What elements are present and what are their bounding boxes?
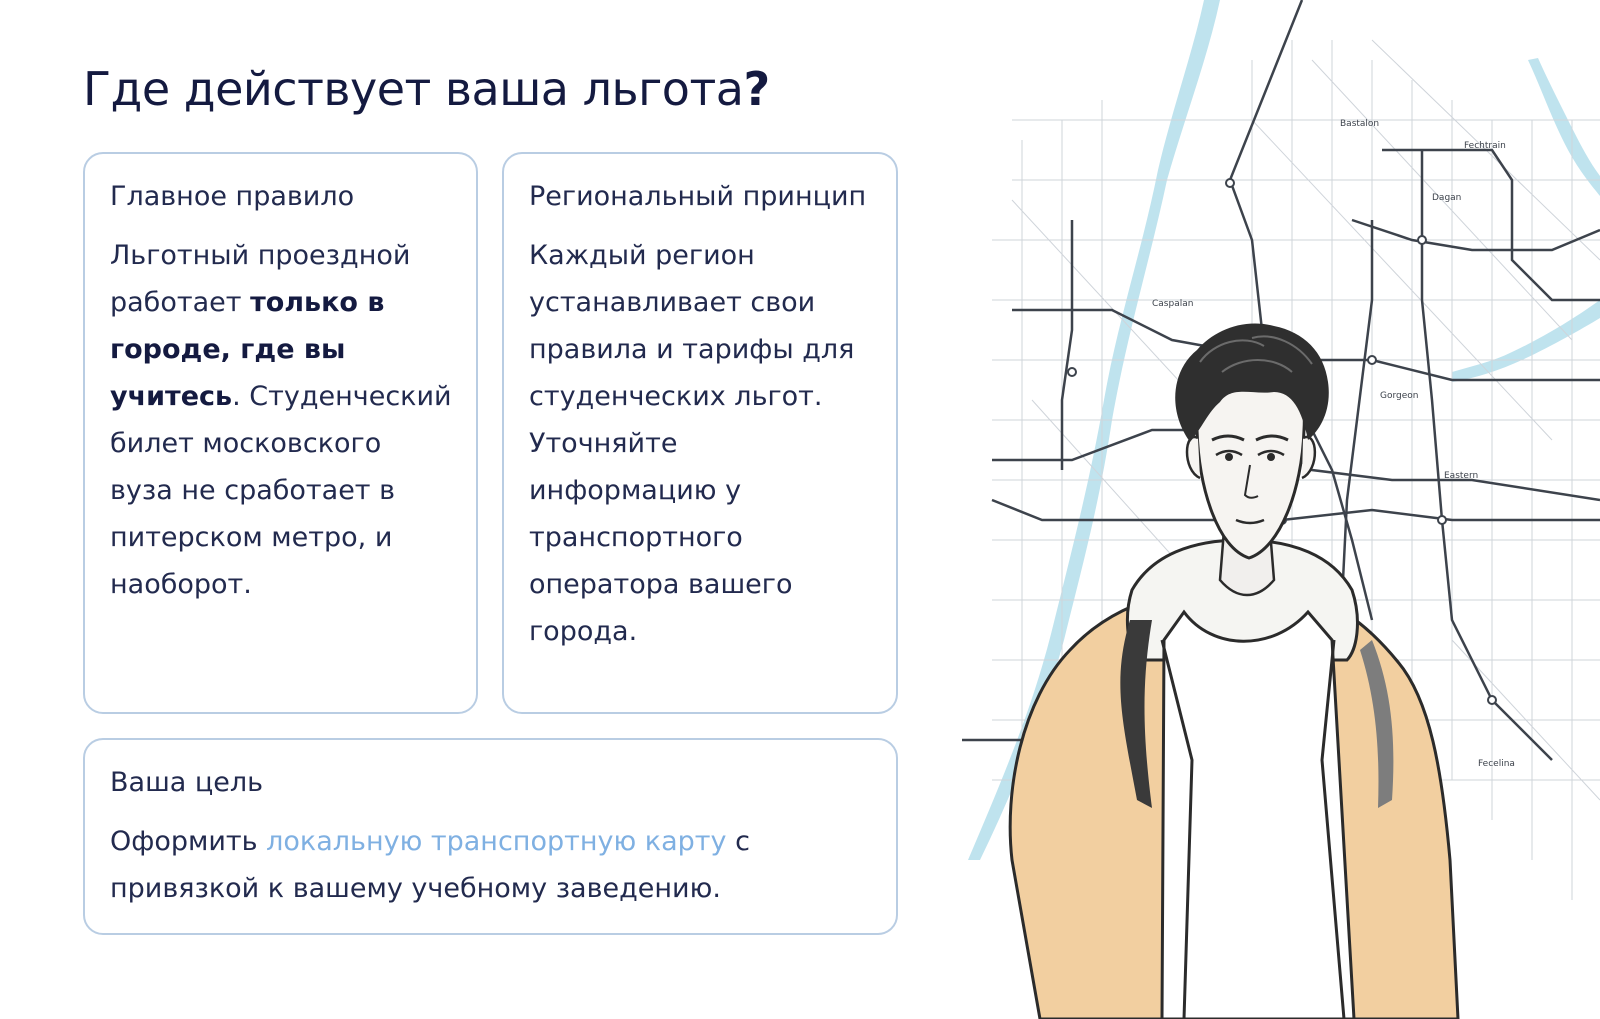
card-main-rule: [83, 152, 478, 714]
page-title-text: Где действует ваша льгота: [83, 62, 744, 116]
local-transport-card-highlight: локальную транспортную карту: [266, 826, 727, 857]
map-label: Fecelina: [1478, 759, 1515, 769]
card-goal-body-end: с привязкой к вашему учебному заведению.: [110, 826, 750, 904]
map-label: Bastalon: [1340, 119, 1380, 129]
page-title-question-mark: ?: [743, 62, 770, 116]
card-goal-title: Ваша цель: [110, 767, 264, 798]
map-label: Eastern: [1444, 471, 1479, 481]
card-main-rule-body: [110, 232, 452, 608]
page-title: [83, 62, 770, 116]
map-label: Fechtrain: [1464, 141, 1506, 151]
card-goal-body-start: Оформить: [110, 826, 267, 857]
map-label: Dagan: [1432, 193, 1462, 203]
card-main-rule-body-emphasis: только в городе, где вы учитесь: [110, 287, 385, 412]
river-east: [1452, 300, 1600, 382]
map-label: Gorgeon: [1380, 391, 1419, 401]
card-regional-principle: [502, 152, 898, 714]
card-regional-body: Каждый регион устанавливает свои правила и тарифы для студенческих льгот. Уточняйте информацию у транспортного оператора вашего города.: [529, 240, 855, 647]
student-figure: [1010, 323, 1458, 1019]
card-main-rule-body-start: Льготный проездной работает: [110, 240, 411, 318]
card-main-rule-body-end: . Студенческий билет московского вуза не сработает в питерском метро, и наоборот.: [110, 381, 452, 600]
card-main-rule-title: Главное правило: [110, 181, 355, 212]
student-map-illustration: [952, 0, 1600, 1019]
card-regional-title: Региональный принцип: [529, 181, 867, 212]
map-label: Caspalan: [1152, 299, 1194, 309]
river-northeast: [1528, 58, 1600, 196]
card-goal-body: [110, 818, 872, 912]
card-your-goal: [83, 738, 898, 935]
